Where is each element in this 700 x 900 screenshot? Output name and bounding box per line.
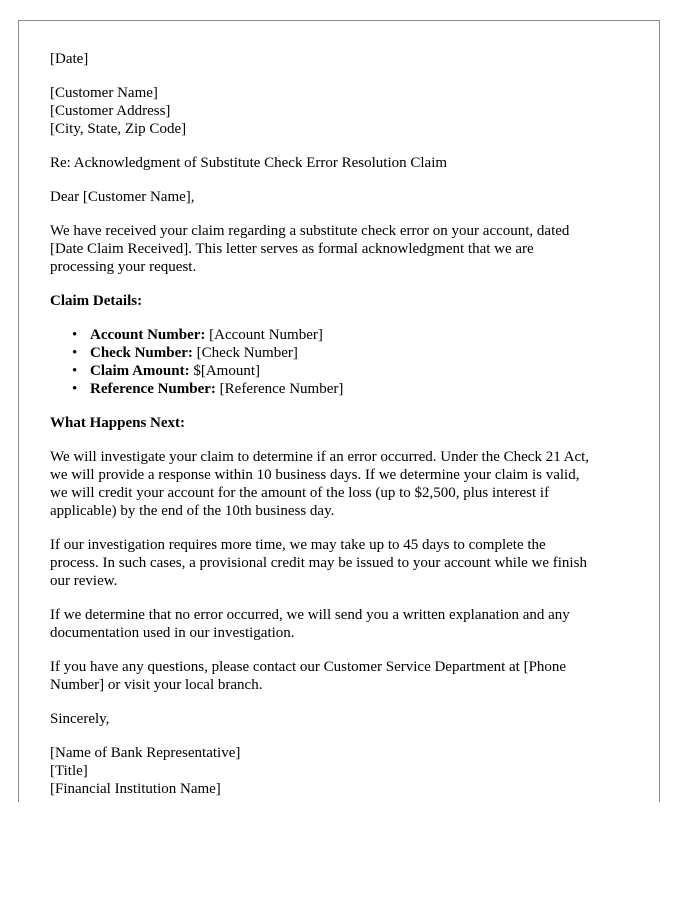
claim-detail-item bbox=[72, 380, 659, 398]
paragraph-line: applicable) by the end of the 10th business day. bbox=[50, 503, 335, 519]
signature-name: [Name of Bank Representative] bbox=[50, 745, 241, 761]
claim-detail-item bbox=[72, 326, 659, 344]
claim-detail-label: Account Number: bbox=[90, 327, 206, 343]
claim-detail-value: $[Amount] bbox=[189, 363, 261, 379]
recipient-city-state-zip: [City, State, Zip Code] bbox=[50, 121, 187, 137]
signature-institution: [Financial Institution Name] bbox=[50, 781, 221, 797]
paragraph-line: If our investigation requires more time, we may take up to 45 days to complete the bbox=[50, 537, 546, 553]
bullet-icon: • bbox=[72, 327, 78, 343]
signature-title: [Title] bbox=[50, 763, 88, 779]
letter-salutation: Dear [Customer Name], bbox=[50, 189, 195, 205]
paragraph-line: Number] or visit your local branch. bbox=[50, 677, 263, 693]
intro-line: We have received your claim regarding a substitute check error on your account, dated bbox=[50, 223, 570, 239]
claim-detail-value: [Check Number] bbox=[192, 345, 298, 361]
claim-detail-label: Claim Amount: bbox=[90, 363, 190, 379]
letter-closing: Sincerely, bbox=[50, 711, 110, 727]
next-steps-heading: What Happens Next: bbox=[50, 415, 186, 431]
claim-details-list bbox=[50, 326, 659, 398]
paragraph-line: our review. bbox=[50, 573, 118, 589]
recipient-name: [Customer Name] bbox=[50, 85, 158, 101]
paragraph-line: process. In such cases, a provisional credit may be issued to your account while we finish bbox=[50, 555, 587, 571]
bullet-icon: • bbox=[72, 381, 78, 397]
paragraph-line: We will investigate your claim to determine if an error occurred. Under the Check 21 Act, bbox=[50, 449, 590, 465]
paragraph-line: If we determine that no error occurred, we will send you a written explanation and any bbox=[50, 607, 570, 623]
claim-detail-value: [Reference Number] bbox=[215, 381, 344, 397]
contact-paragraph bbox=[50, 658, 635, 694]
letter-page bbox=[18, 20, 660, 802]
next-steps-paragraph-2 bbox=[50, 536, 635, 590]
recipient-block bbox=[50, 84, 659, 138]
paragraph-line: we will provide a response within 10 business days. If we determine your claim is valid, bbox=[50, 467, 580, 483]
paragraph-line: documentation used in our investigation. bbox=[50, 625, 295, 641]
claim-detail-label: Check Number: bbox=[90, 345, 193, 361]
next-steps-paragraph-3 bbox=[50, 606, 635, 642]
letter-subject: Re: Acknowledgment of Substitute Check Error Resolution Claim bbox=[50, 155, 448, 171]
paragraph-line: If you have any questions, please contact our Customer Service Department at [Phone bbox=[50, 659, 567, 675]
claim-detail-item bbox=[72, 344, 659, 362]
paragraph-line: we will credit your account for the amount of the loss (up to $2,500, plus interest if bbox=[50, 485, 550, 501]
bullet-icon: • bbox=[72, 363, 78, 379]
intro-paragraph bbox=[50, 222, 635, 276]
next-steps-paragraph-1 bbox=[50, 448, 635, 520]
claim-detail-label: Reference Number: bbox=[90, 381, 216, 397]
claim-details-heading: Claim Details: bbox=[50, 293, 143, 309]
intro-line: processing your request. bbox=[50, 259, 197, 275]
claim-detail-value: [Account Number] bbox=[205, 327, 323, 343]
signature-block bbox=[50, 744, 659, 798]
letter-date: [Date] bbox=[50, 51, 89, 67]
claim-detail-item bbox=[72, 362, 659, 380]
recipient-address: [Customer Address] bbox=[50, 103, 171, 119]
bullet-icon: • bbox=[72, 345, 78, 361]
intro-line: [Date Claim Received]. This letter serves as formal acknowledgment that we are bbox=[50, 241, 534, 257]
